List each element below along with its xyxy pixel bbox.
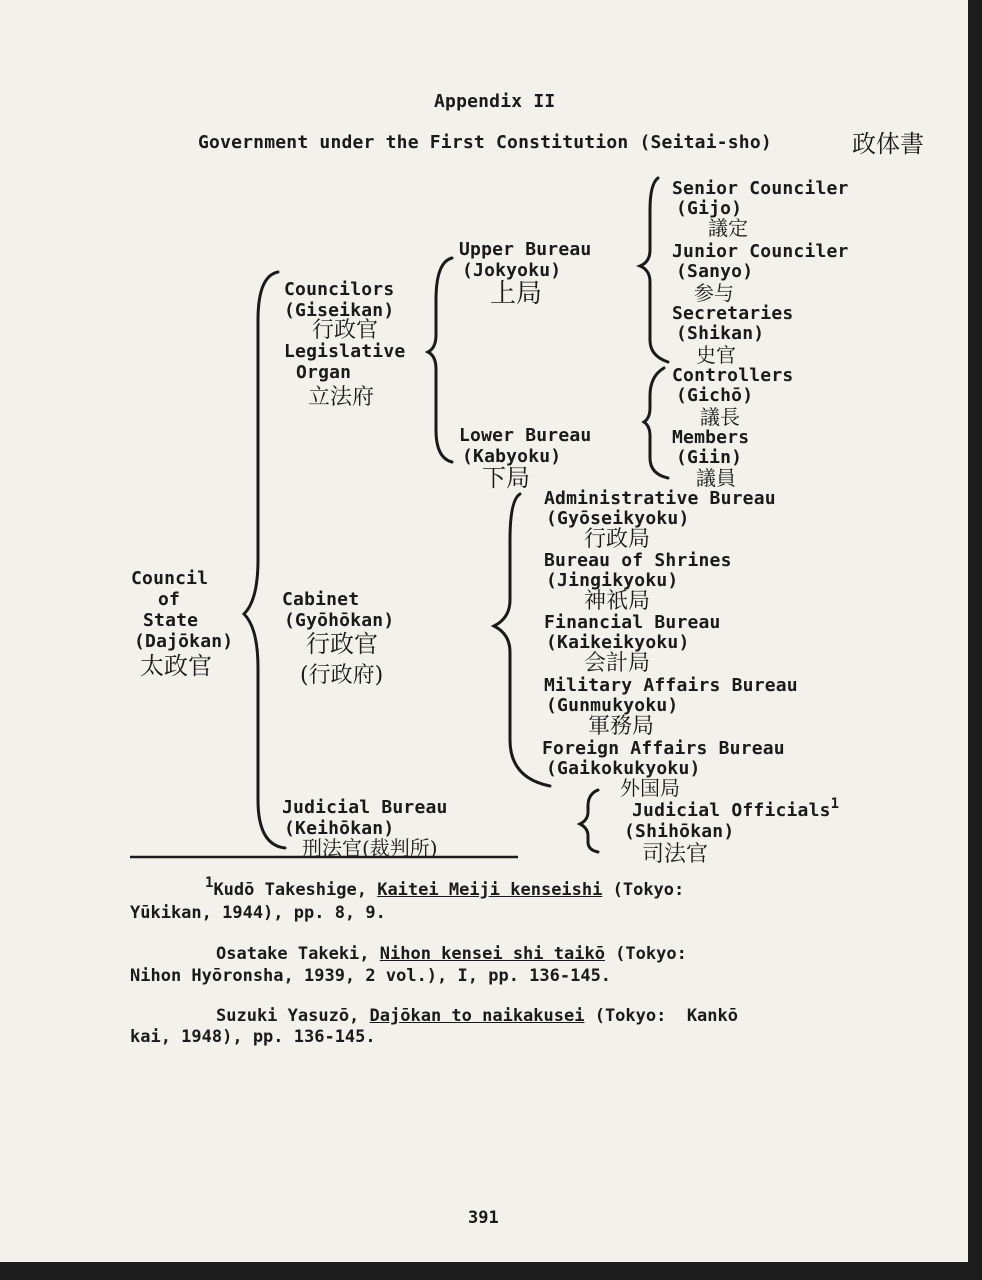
- lower-bureau-romaji: (Kabyoku): [462, 446, 562, 467]
- junior-counciler-label: Junior Counciler: [672, 241, 849, 262]
- footnote-1-title: Kaitei Meiji kenseishi: [377, 880, 603, 900]
- judicial-officials-name: Judicial Officials: [632, 800, 831, 821]
- footnote-2-line-2: Nihon Hyōronsha, 1939, 2 vol.), I, pp. 136-145.: [130, 966, 612, 986]
- administrative-bureau-label: Administrative Bureau: [544, 488, 776, 509]
- lower-bureau-label: Lower Bureau: [459, 425, 592, 446]
- judicial-officials-romaji: (Shihōkan): [624, 821, 735, 842]
- page-number: 391: [468, 1208, 499, 1228]
- senior-counciler-label: Senior Counciler: [672, 178, 849, 199]
- members-kanji: 議員: [696, 466, 736, 490]
- foreign-bureau-romaji: (Gaikokukyoku): [546, 758, 701, 779]
- councilors-label: Councilors: [284, 279, 395, 300]
- upper-bureau-romaji: (Jokyoku): [462, 260, 562, 281]
- legislative-label-2: Organ: [296, 362, 352, 383]
- foreign-bureau-label: Foreign Affairs Bureau: [542, 738, 785, 759]
- footnote-3-title: Dajōkan to naikakusei: [369, 1006, 585, 1026]
- shrines-bureau-kanji: 神祇局: [584, 589, 651, 614]
- administrative-bureau-romaji: (Gyōseikyoku): [546, 508, 690, 529]
- footnote-3-author: Suzuki Yasuzō,: [216, 1006, 370, 1026]
- council-label-1: Council: [131, 568, 209, 589]
- title-kanji: 政体書: [852, 130, 924, 158]
- members-label: Members: [672, 427, 750, 448]
- footnote-3-line-2: kai, 1948), pp. 136-145.: [130, 1027, 376, 1047]
- scan-border: [0, 1262, 982, 1280]
- judicial-officials-footnote-mark: 1: [830, 796, 840, 812]
- councilors-brace: [428, 258, 452, 462]
- shrines-bureau-label: Bureau of Shrines: [544, 550, 732, 571]
- judicial-officials-kanji: 司法官: [642, 842, 709, 867]
- senior-counciler-kanji: 議定: [708, 216, 748, 240]
- cabinet-label: Cabinet: [282, 589, 360, 610]
- administrative-bureau-kanji: 行政局: [584, 527, 651, 552]
- footnote-1-line-2: Yūkikan, 1944), pp. 8, 9.: [130, 903, 386, 923]
- footnote-2-line-1: [216, 944, 687, 964]
- military-bureau-label: Military Affairs Bureau: [544, 675, 798, 696]
- members-romaji: (Giin): [676, 447, 743, 468]
- council-kanji: 太政官: [140, 652, 212, 680]
- foreign-bureau-kanji: 外国局: [620, 776, 680, 800]
- cabinet-kanji: 行政官: [306, 630, 378, 658]
- footnote-2-title: Nihon kensei shi taikō: [379, 944, 605, 964]
- council-label-3: State: [143, 610, 199, 631]
- footnote-1-mark: 1: [205, 875, 214, 891]
- junior-counciler-kanji: 参与: [694, 281, 734, 305]
- footnote-2-author: Osatake Takeki,: [216, 944, 380, 964]
- book-edge: [968, 0, 982, 1280]
- council-label-2: of: [158, 589, 181, 610]
- secretaries-label: Secretaries: [672, 303, 794, 324]
- judicial-bureau-label: Judicial Bureau: [282, 797, 448, 818]
- judicial-officials-label: [632, 796, 840, 822]
- upper-bureau-kanji: 上局: [490, 279, 543, 309]
- military-bureau-romaji: (Gunmukyoku): [546, 695, 679, 716]
- controllers-kanji: 議長: [700, 405, 740, 429]
- council-brace: [244, 272, 285, 848]
- judicial-bureau-kanji: 刑法官(裁判所): [302, 836, 438, 860]
- financial-bureau-romaji: (Kaikeikyoku): [546, 632, 690, 653]
- lower-bureau-kanji: 下局: [482, 464, 530, 492]
- judicial-bureau-romaji: (Keihōkan): [284, 818, 395, 839]
- financial-bureau-label: Financial Bureau: [544, 612, 721, 633]
- financial-bureau-kanji: 会計局: [584, 651, 651, 676]
- footnote-2-rest: (Tokyo:: [604, 944, 687, 964]
- councilors-romaji: (Giseikan): [284, 300, 395, 321]
- page-title: Government under the First Constitution (Seitai-sho): [198, 132, 772, 153]
- shrines-bureau-romaji: (Jingikyoku): [546, 570, 679, 591]
- cabinet-romaji: (Gyōhōkan): [284, 610, 395, 631]
- controllers-label: Controllers: [672, 365, 794, 386]
- legislative-label-1: Legislative: [284, 341, 406, 362]
- footnote-3-line-1: [216, 1006, 738, 1026]
- council-romaji: (Dajōkan): [134, 631, 234, 652]
- footnote-1-line-1: [205, 875, 685, 901]
- footnote-1-author: Kudō Takeshige,: [213, 880, 378, 900]
- cabinet-kanji-alt: (行政府): [300, 663, 384, 688]
- footnote-1-rest: (Tokyo:: [602, 880, 685, 900]
- lower-members-brace: [644, 368, 668, 478]
- senior-counciler-romaji: (Gijo): [676, 198, 743, 219]
- upper-bureau-label: Upper Bureau: [459, 239, 592, 260]
- secretaries-kanji: 史官: [696, 343, 736, 367]
- secretaries-romaji: (Shikan): [676, 323, 765, 344]
- councilors-kanji: 行政官: [312, 318, 379, 343]
- footnote-3-rest: (Tokyo: Kankō: [584, 1006, 738, 1026]
- judicial-brace: [580, 790, 598, 852]
- legislative-kanji: 立法府: [308, 385, 375, 410]
- controllers-romaji: (Gichō): [676, 385, 754, 406]
- appendix-heading: Appendix II: [434, 91, 556, 112]
- junior-counciler-romaji: (Sanyo): [676, 261, 754, 282]
- military-bureau-kanji: 軍務局: [588, 714, 655, 739]
- upper-members-brace: [640, 178, 668, 362]
